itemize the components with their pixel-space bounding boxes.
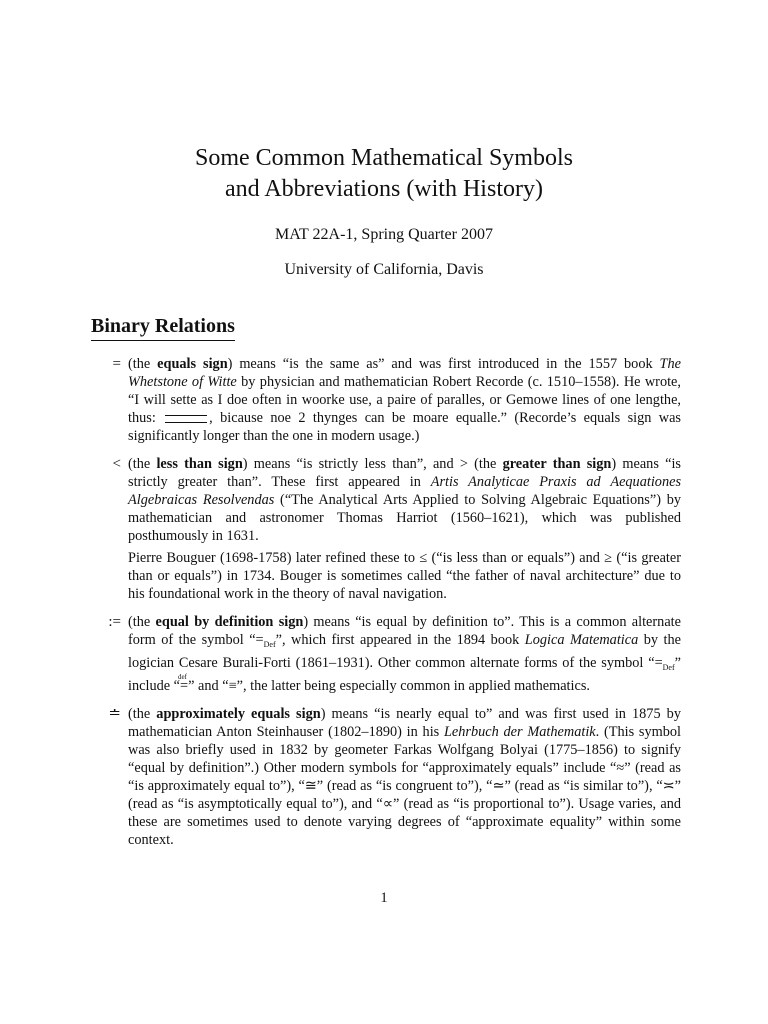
page-number: 1 xyxy=(380,890,388,906)
course-line: MAT 22A-1, Spring Quarter 2007 xyxy=(275,226,493,243)
title-line-2: and Abbreviations (with History) xyxy=(225,176,543,202)
text-span: ) means “is equal by definition to”. This is a common alternate form of the symbol “= xyxy=(128,614,681,648)
text-span: ” and “≡”, the latter being especially common in applied mathematics. xyxy=(188,678,590,694)
book-title: Lehrbuch der Mathematik xyxy=(443,724,596,740)
def-overscript: def xyxy=(178,673,187,681)
colon-equals-symbol: := xyxy=(108,614,121,630)
text-span: ) means “is strictly greater than”. These first appeared in xyxy=(128,456,681,490)
entry-text xyxy=(128,613,681,695)
section-heading: Binary Relations xyxy=(91,315,235,341)
equals-symbol: = xyxy=(112,356,121,372)
term-bold: less than sign xyxy=(156,456,243,472)
title-line-1: Some Common Mathematical Symbols xyxy=(195,145,573,171)
def-subscript: Def xyxy=(263,640,276,649)
long-equals-glyph xyxy=(165,415,207,423)
term-bold: equals sign xyxy=(157,356,228,372)
text-span: , bicause noe 2 thynges can be moare equalle.” (Recorde’s equals sign was significantly longer than the one in modern usage.) xyxy=(128,410,681,444)
document-title xyxy=(0,143,768,205)
institution-line: University of California, Davis xyxy=(284,261,484,278)
text-span: ” include “ xyxy=(128,655,681,694)
entry-equal-by-definition xyxy=(91,613,681,695)
def-over-equals-glyph: def = xyxy=(180,677,188,695)
text-span: by physician and mathematician Robert Recorde (c. 1510–1558). He wrote, “I will sette as I doe often in woorke use, a paire of paralles, or Gemowe lines of one lengthe, thus: xyxy=(128,374,681,426)
text-span: (“The Analytical Arts Applied to Solving Algebraic Equations”) by mathematician and astronomer Thomas Harriot (1560–1621), which was published posthumously in 1631. xyxy=(128,492,681,544)
book-title: Artis Analyticae Praxis ad Aequationes Algebraicas Resolvendas xyxy=(128,474,682,508)
text-span: ) means “is strictly less than”, and > (the xyxy=(242,456,503,472)
entry-approximately-equals xyxy=(91,705,681,849)
entry-text xyxy=(128,705,681,849)
text-span: (the xyxy=(128,706,157,722)
entry-text xyxy=(128,355,681,445)
term-bold: approximately equals sign xyxy=(156,706,321,722)
entry-less-than-sign xyxy=(91,455,681,603)
text-span: by the logician Cesare Burali-Forti (1861–1931). Other common alternate forms of the symbol “= xyxy=(128,632,681,671)
def-subscript: Def xyxy=(662,663,675,672)
text-span: ”, which first appeared in the 1894 book xyxy=(275,632,525,648)
text-span: (the xyxy=(128,356,158,372)
book-title: The Whetstone of Witte xyxy=(128,356,681,390)
text-span: ) means “is nearly equal to” and was first used in 1875 by mathematician Anton Steinhauser (1802–1890) in his xyxy=(128,706,681,740)
book-title: Logica Matematica xyxy=(524,632,639,648)
entry-equals-sign xyxy=(91,355,681,445)
approx-equals-symbol: ≐ xyxy=(108,706,121,722)
entry-text-2: Pierre Bouguer (1698-1758) later refined these to ≤ (“is less than or equals”) and ≥ (“is greater than or equals”) in 1734. Bouger is sometimes called “the father of naval architecture” due to his foundational work in the theory of naval navigation. xyxy=(128,550,681,602)
entry-list xyxy=(91,355,681,859)
term-bold: greater than sign xyxy=(502,456,612,472)
text-span: (the xyxy=(128,614,156,630)
text-span: (the xyxy=(128,456,157,472)
term-bold: equal by definition sign xyxy=(155,614,304,630)
less-than-symbol: < xyxy=(112,456,121,472)
entry-text xyxy=(128,455,681,545)
text-span: ) means “is the same as” and was first introduced in the 1557 book xyxy=(227,356,660,372)
text-span: . (This symbol was also briefly used in 1832 by geometer Farkas Wolfgang Bolyai (1775–1856) to signify “equal by definition”.) Other modern symbols for “approximately equals” include “≈” (read as “is approximately equal to”), “≅” (read as “is congruent to”), “≃” (read as “is similar to”), “≍” (read as “is asymptotically equal to”), and “∝” (read as “is proportional to”). Usage varies, and these are sometimes used to denote varying degrees of “approximate equality” within some context. xyxy=(128,724,681,848)
